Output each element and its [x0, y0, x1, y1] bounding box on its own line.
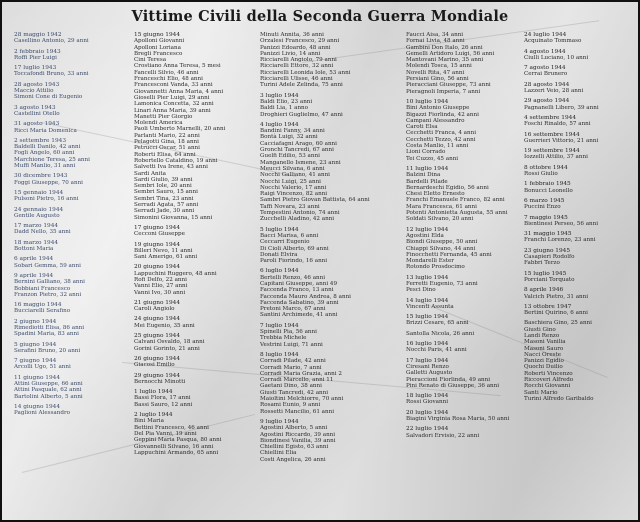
victim-entry: Apolloni Loriana	[134, 44, 181, 51]
victim-entry: Bini Maria	[134, 418, 164, 425]
victim-entry: Gambini Don Italo, 26 anni	[406, 44, 483, 51]
victim-entry: Cecchetti Tezzo, 42 anni	[406, 136, 476, 143]
victim-entry: Bini Antonio Giuseppe	[406, 105, 470, 112]
date-heading: 22 luglio 1944	[406, 426, 449, 433]
victim-entry: Cerrai Brunero	[524, 71, 568, 78]
victim-entry: Raigi Vincenzo, 82 anni	[260, 191, 328, 198]
victim-entry: Lioni Corrado	[406, 149, 446, 156]
victim-entry: Ricciarelli Angiolo, 79 anni	[260, 57, 337, 64]
victim-entry: Balzini Dina	[406, 172, 441, 179]
victim-entry: Rossi Giovanni	[406, 399, 449, 406]
victim-entry: Franzon Pietro, 32 anni	[14, 291, 82, 298]
date-heading: 2 luglio 1944	[134, 412, 173, 419]
victim-entry: Quochi Duilio	[524, 364, 563, 371]
plaque-title: Vittime Civili della Seconda Guerra Mondiale	[131, 8, 509, 25]
victim-entry: Novelli Rita, 47 anni	[406, 69, 465, 76]
victim-entry: Chiellini Egisto, 63 anni	[260, 444, 329, 451]
date-heading: 24 giugno 1944	[134, 316, 181, 323]
date-heading: 26 giugno 1944	[134, 355, 181, 362]
victim-entry: Sobari Gemma, 59 anni	[14, 262, 81, 269]
victim-entry: Bettini Francesco, 46 anni	[134, 424, 209, 431]
names-column-1	[14, 32, 132, 417]
victim-entry: Agostini Alberto, 5 anni	[260, 425, 328, 432]
victim-entry: Faucci Aisa, 34 anni	[406, 32, 464, 38]
victim-entry: Bandini Fanny, 34 anni	[260, 128, 325, 135]
victim-entry: Costi Angelica, 26 anni	[260, 456, 326, 463]
victim-entry: Parlanti Mario, 22 anni	[134, 132, 200, 139]
victim-entry: Agostini Elda	[406, 232, 444, 239]
victim-entry: Mantovani Marino, 35 anni	[406, 57, 484, 64]
victim-entry: Chesi Eletto Ernesto	[406, 191, 465, 198]
victim-entry: Rocchi Giovanni	[524, 383, 571, 390]
victim-entry: Fogli Angelo, 60 anni	[14, 150, 75, 157]
victim-entry: Cacciafagni Arago, 60 anni	[260, 140, 337, 147]
victim-entry: Nocchi Galliano, 41 anni	[260, 172, 330, 179]
victim-entry: Fancelli Silvio, 46 anni	[134, 69, 199, 76]
date-heading: 18 marzo 1944	[14, 239, 59, 246]
victim-entry: Crostiano Anna Teresa, 5 mesi	[134, 63, 221, 70]
date-heading: 10 luglio 1944	[406, 98, 449, 105]
victim-entry: Guelfi Edilio, 53 anni	[260, 153, 320, 160]
victim-entry: Costa Manlio, 11 anni	[406, 143, 469, 150]
victim-entry: Bernardeschi Egidio, 56 anni	[406, 184, 489, 191]
victim-entry: Simoni Cone di Eugenio	[14, 94, 83, 101]
victim-entry: Salvetti Iva Irene, 43 anni	[134, 164, 208, 171]
victim-entry: Panizzi Egidio	[524, 358, 564, 365]
victim-entry: Zucchelli Aladino, 42 anni	[260, 216, 335, 223]
victim-entry: Faccenda Mauro Andrea, 8 anni	[260, 293, 351, 300]
names-column-4	[406, 32, 518, 439]
victim-entry: Vestrini Luigi, 71 anni	[260, 341, 323, 348]
victim-entry: Rosami Eunio, 9 anni	[260, 402, 321, 409]
victim-entry: Nocchi Valerio, 17 anni	[260, 184, 327, 191]
date-heading: 8 aprile 1946	[524, 287, 564, 294]
victim-entry: Valcich Pietro, 31 anni	[524, 293, 589, 300]
date-heading: 15 giugno 1944	[134, 32, 181, 38]
victim-entry: Attini Pasquale, 62 anni	[14, 387, 82, 394]
victim-entry: Ferretti Eugenio, 73 anni	[406, 280, 478, 287]
victim-entry: Paglioni Alessandro	[14, 410, 70, 417]
date-heading: 31 agosto 1943	[14, 121, 60, 128]
victim-entry: Petrucci Oscar, 51 anni	[134, 145, 200, 152]
victim-entry: Masoni Sauro	[524, 345, 564, 352]
victim-entry: Corradi Mario, 7 anni	[260, 364, 322, 371]
victim-entry: Sembri Tina, 23 anni	[134, 195, 194, 202]
victim-entry: Vanni Elio, 27 anni	[134, 283, 188, 290]
victim-entry: Bassi Flora, 17 anni	[134, 395, 191, 402]
date-heading: 16 luglio 1944	[406, 341, 449, 348]
date-heading: 8 ottobre 1944	[524, 164, 568, 171]
date-heading: 17 giugno 1944	[134, 224, 181, 231]
date-heading: 6 luglio 1944	[260, 268, 299, 275]
victim-entry: Sardi Giulio, 39 anni	[134, 176, 193, 183]
victim-entry: Iozzelli Attilio, 37 anni	[524, 154, 588, 161]
victim-entry: Franchi Emanuele Franco, 82 anni	[406, 197, 505, 204]
victim-entry: Bartolini Alberto, 5 anni	[14, 393, 83, 400]
date-heading: 14 giugno 1944	[14, 403, 61, 410]
victim-entry: Orzalesi Francesco, 29 anni	[260, 38, 340, 45]
date-heading: 4 settembre 1944	[524, 114, 577, 121]
victim-entry: Faccenda Franco, 13 anni	[260, 287, 334, 294]
date-heading: 5 luglio 1944	[260, 226, 299, 233]
date-heading: 7 agosto 1944	[524, 65, 566, 72]
marble-plaque	[2, 2, 638, 520]
victim-entry: Giusti Gino	[524, 326, 556, 333]
victim-entry: Caroti Elsa	[406, 124, 438, 131]
victim-entry: Rossi Giulio	[524, 171, 558, 178]
victim-entry: Sembri Sauro, 15 anni	[134, 189, 198, 196]
date-heading: 24 gennaio 1944	[14, 206, 64, 213]
victim-entry: Ceccarri Eugenio	[260, 239, 310, 246]
victim-entry: Pesci Dino	[406, 287, 436, 294]
victim-entry: Gemelli Artidoro Luigi, 56 anni	[406, 50, 495, 57]
victim-entry: Bonucci Leonello	[524, 187, 573, 194]
victim-entry: Vincenti Assunta	[406, 303, 454, 310]
date-heading: 15 luglio 1944	[406, 314, 449, 321]
victim-entry: Casapieri Rodolfo	[524, 254, 575, 261]
victim-entry: Potenti Antonietta Augusta, 55 anni	[406, 210, 508, 217]
victim-entry: Santini Archimede, 41 anni	[260, 312, 338, 319]
victim-entry: Sembri Iole, 20 anni	[134, 183, 192, 190]
victim-entry: Paoli Umberto Marnelli, 20 anni	[134, 126, 226, 133]
victim-entry: Giacosi Emilio	[134, 362, 175, 369]
date-heading: 25 giugno 1944	[134, 333, 181, 340]
names-column-5	[524, 32, 636, 402]
victim-entry: Casellino Antonio, 29 anni	[14, 38, 89, 45]
victim-entry: Bregli Francesco	[134, 50, 183, 57]
victim-entry: Foggi Giuseppe, 70 anni	[14, 179, 83, 186]
date-heading: 1 febbraio 1945	[524, 181, 571, 188]
date-heading: 7 luglio 1944	[260, 322, 299, 329]
victim-entry: Caroli Angiolo	[134, 306, 175, 313]
victim-entry: Maccio Attilio	[14, 88, 54, 95]
victim-entry: Robertello Cataldino, 19 anni	[134, 157, 218, 164]
victim-entry: Molendi Tosca, 15 anni	[406, 63, 472, 70]
victim-entry: Meucci Silvana, 6 anni	[260, 165, 325, 172]
victim-entry: Donati Elvira	[260, 251, 298, 258]
victim-entry: Billeri Nevo, 11 anni	[134, 247, 193, 254]
victim-entry: Sardi Anita	[134, 170, 167, 177]
victim-entry: Baschiera Gino, 25 anni	[524, 320, 592, 327]
victim-entry: Spinelli Pia, 56 anni	[260, 329, 317, 336]
victim-entry: Tei Cuzzo, 45 anni	[406, 155, 459, 162]
date-heading: 8 luglio 1944	[260, 351, 299, 358]
victim-entry: Corradi Maria Grazia, anni 2	[260, 370, 342, 377]
victim-entry: Minuti Annita, 36 anni	[260, 32, 324, 38]
victim-entry: Fornai Livia, 48 anni	[406, 38, 465, 45]
victim-entry: Pieragnoli Imperia, 7 anni	[406, 88, 481, 95]
date-heading: 15 gennaio 1944	[14, 189, 64, 196]
victim-entry: Nacci Oreste	[524, 351, 562, 358]
victim-entry: Serradi Jade, 30 anni	[134, 208, 195, 215]
victim-entry: Ricciarelli Ulisse, 46 anni	[260, 76, 333, 83]
victim-entry: Del Pia Vanni, 19 anni	[134, 430, 197, 437]
victim-entry: Geppini Maria Pasqua, 80 anni	[134, 437, 222, 444]
victim-entry: Sani Amerigo, 61 anni	[134, 254, 198, 261]
victim-entry: Spadini Maria, 83 anni	[14, 331, 79, 338]
victim-entry: Serafini Bruno, 20 anni	[14, 347, 81, 354]
victim-entry: Bertelli Renzo, 46 anni	[260, 274, 326, 281]
victim-entry: Cecchetti Franca, 4 anni	[406, 130, 477, 137]
date-heading: 2 settembre 1943	[14, 137, 67, 144]
victim-entry: Biondi Giuseppe, 50 anni	[406, 239, 478, 246]
date-heading: 4 luglio 1944	[260, 121, 299, 128]
victim-entry: Bertini Quirino, 6 anni	[524, 310, 588, 317]
date-heading: 13 luglio 1944	[406, 274, 449, 281]
victim-entry: Finocchetti Fernanda, 45 anni	[406, 251, 492, 258]
victim-entry: Turini Alfredo Garibaldo	[524, 395, 594, 402]
victim-entry: Santolla Nicola, 26 anni	[406, 330, 475, 337]
victim-entry: Baldelli Danilo, 42 anni	[14, 144, 81, 151]
victim-entry: Pagnanelli Libero, 39 anni	[524, 104, 599, 111]
victim-entry: Ciresani Renzo	[406, 363, 449, 370]
victim-entry: Faccenda Sabatino, 39 anni	[260, 299, 339, 306]
victim-entry: Roberti Vincenzo	[524, 370, 573, 377]
victim-entry: Riccoveri Alfredo	[524, 377, 574, 384]
date-heading: 11 giugno 1944	[14, 374, 61, 381]
victim-entry: Paroli Fiorindo, 16 anni	[260, 258, 328, 265]
victim-entry: Gentile Augusto	[14, 212, 60, 219]
victim-entry: Cecconi Giuseppe	[134, 231, 185, 238]
victim-entry: Gaetani Dino, 38 anni	[260, 383, 322, 390]
date-heading: 9 luglio 1944	[260, 418, 299, 425]
victim-entry: Linari Anna Maria, 39 anni	[134, 107, 211, 114]
victim-entry: Simonini Giovanna, 15 anni	[134, 214, 213, 221]
victim-entry: Dadd Nello, 35 anni	[14, 229, 71, 236]
victim-entry: Bernocchi Minotti	[134, 378, 186, 385]
victim-entry: Manetti Pier Giorgio	[134, 113, 193, 120]
date-heading: 23 giugno 1945	[524, 247, 571, 254]
victim-entry: Agostini Riccardo, 39 anni	[260, 431, 336, 438]
victim-entry: Baldi Lia, 1 anno	[260, 105, 309, 112]
victim-entry: Gronchi Tancredi, 67 anni	[260, 147, 334, 154]
date-heading: 14 luglio 1944	[406, 297, 449, 304]
victim-entry: Lappuchini Armando, 65 anni	[134, 449, 219, 456]
victim-entry: Molendi America	[134, 120, 183, 127]
victim-entry: Taffi Novara, 23 anni	[260, 203, 320, 210]
victim-entry: Pieracciani Giuseppe, 73 anni	[406, 82, 491, 89]
date-heading: 2 giugno 1944	[14, 318, 57, 325]
victim-entry: Bobbiani Francesco	[14, 285, 71, 292]
victim-entry: Bientinesi Perseo, 56 anni	[524, 220, 599, 227]
victim-entry: Rimediotti Elisa, 86 anni	[14, 324, 85, 331]
victim-entry: Biagini Virginia Rosa Maria, 50 anni	[406, 416, 510, 423]
victim-entry: Capitani Giuseppe, anni 49	[260, 280, 338, 287]
victim-entry: Bucciarelli Serafino	[14, 308, 71, 315]
victim-entry: Giusti Tancredi, 42 anni	[260, 389, 329, 396]
victim-entry: Guerrieri Vittorio, 21 anni	[524, 137, 599, 144]
victim-entry: Bardelli Pilade	[406, 178, 448, 185]
victim-entry: Salvadori Ervisio, 22 anni	[406, 432, 480, 439]
date-heading: 16 maggio 1944	[14, 302, 62, 309]
victim-entry: Trebbia Michele	[260, 335, 307, 342]
victim-entry: Calvani Osvaldo, 18 anni	[134, 339, 205, 346]
victim-entry: Baldi Elio, 23 anni	[260, 98, 313, 105]
victim-entry: Puccini Enzo	[524, 204, 561, 211]
date-heading: 20 giugno 1944	[134, 264, 181, 271]
victim-entry: Bacci Marisa, 6 anni	[260, 232, 319, 239]
victim-entry: Landi Renzo	[524, 332, 560, 339]
date-heading: 6 aprile 1944	[14, 256, 54, 263]
victim-entry: Nocchi Paris, 41 anni	[406, 347, 467, 354]
victim-entry: Corradi Pilade, 42 anni	[260, 358, 326, 365]
date-heading: 18 luglio 1944	[406, 393, 449, 400]
victim-entry: Foschi Rinaldo, 57 anni	[524, 121, 591, 128]
victim-entry: Muffi Manlio, 31 anni	[14, 163, 76, 170]
victim-entry: Giovannelli Silvano, 16 anni	[134, 443, 214, 450]
date-heading: 7 giugno 1944	[14, 358, 57, 365]
victim-entry: Bottoni Maria	[14, 246, 54, 253]
date-heading: 17 luglio 1944	[406, 357, 449, 364]
date-heading: 19 giugno 1944	[134, 241, 181, 248]
date-heading: 4 agosto 1944	[524, 48, 566, 55]
victim-entry: Brizzi Cesare, 65 anni	[406, 320, 469, 327]
date-heading: 12 luglio 1944	[406, 226, 449, 233]
victim-entry: Mara Francesca, 61 anni	[406, 203, 477, 210]
date-heading: 19 settembre 1944	[524, 148, 580, 155]
date-heading: 3 agosto 1943	[14, 104, 56, 111]
victim-entry: Rossetti Mancilio, 61 anni	[260, 408, 335, 415]
victim-entry: Turini Adele Zelinda, 75 anni	[260, 82, 343, 89]
victim-entry: Bigazzi Fiorlinda, 42 anni	[406, 111, 479, 118]
date-heading: 15 luglio 1945	[524, 270, 567, 277]
date-heading: 28 agosto 1944	[524, 81, 570, 88]
victim-entry: Bassi Sauro, 12 anni	[134, 401, 193, 408]
victim-entry: Campani Alessandro	[406, 117, 465, 124]
victim-entry: Pretoni Marco, 67 anni	[260, 306, 326, 313]
victim-entry: Pelagotti Gina, 18 anni	[134, 139, 199, 146]
victim-entry: Vanni Ivo, 30 anni	[134, 289, 186, 296]
date-heading: 17 marzo 1944	[14, 223, 59, 230]
victim-entry: Maioltini Melchiorre, 70 anni	[260, 396, 344, 403]
victim-entry: Pulsoni Pietro, 16 anni	[14, 196, 79, 203]
victim-entry: Gioselli Pier Luigi, 29 anni	[134, 94, 210, 101]
victim-entry: Droghieri Guglielmo, 47 anni	[260, 111, 343, 118]
victim-entry: Corradi Marcello, anni 11	[260, 377, 334, 384]
victim-entry: Di Cioli Alberto, 69 anni	[260, 245, 329, 252]
victim-entry: Santi Mario	[524, 389, 558, 396]
date-heading: 29 agosto 1944	[524, 98, 570, 105]
date-heading: 1 luglio 1944	[134, 389, 173, 396]
date-heading: 31 maggio 1945	[524, 231, 572, 238]
date-heading: 28 maggio 1942	[14, 32, 62, 38]
date-heading: 21 giugno 1944	[134, 299, 181, 306]
victim-entry: Masoni Vanilia	[524, 339, 566, 346]
victim-entry: Ricci Maria Domenica	[14, 127, 77, 134]
victim-entry: Chiellini Elia	[260, 450, 297, 457]
names-column-3	[260, 32, 400, 463]
date-heading: 16 settembre 1944	[524, 131, 580, 138]
date-heading: 13 ottobre 1947	[524, 303, 572, 310]
victim-entry: Manganello Ismene, 23 anni	[260, 159, 341, 166]
victim-entry: Nocchi Luigi, 25 anni	[260, 178, 321, 185]
victim-entry: Franceschi Elio, 48 anni	[134, 76, 203, 83]
victim-entry: Biondinesi Vanilia, 39 anni	[260, 437, 336, 444]
victim-entry: Serradi Agata, 57 anni	[134, 202, 199, 209]
victim-entry: Apolloni Giovanni	[134, 38, 185, 45]
victim-entry: Cini Teresa	[134, 57, 167, 64]
victim-entry: Fabbri Terzo	[524, 260, 560, 267]
date-heading: 11 luglio 1944	[406, 165, 449, 172]
victim-entry: Ricciarelli Leonida Iole, 53 anni	[260, 69, 351, 76]
date-heading: 24 luglio 1944	[524, 32, 567, 38]
victim-entry: Mei Eugenio, 35 anni	[134, 322, 195, 329]
date-heading: 5 giugno 1944	[14, 341, 57, 348]
date-heading: 6 marzo 1945	[524, 197, 565, 204]
victim-entry: Persiani Gino, 56 anni	[406, 76, 469, 83]
date-heading: 7 maggio 1945	[524, 214, 568, 221]
victim-entry: Roffi Pier Luigi	[14, 54, 57, 61]
victim-entry: Giovannetti Anna Maria, 4 anni	[134, 88, 224, 95]
victim-entry: Francesconi Vanda, 33 anni	[134, 82, 213, 89]
victim-entry: Panizzi Edoardo, 48 anni	[260, 44, 331, 51]
victim-entry: Bontà Luigi, 32 anni	[260, 134, 318, 141]
victim-entry: Roberti Elisa, 64 anni	[134, 151, 196, 158]
date-heading: 20 luglio 1944	[406, 409, 449, 416]
date-heading: 9 aprile 1944	[14, 272, 54, 279]
victim-entry: Lazzeri Veio, 28 anni	[524, 88, 584, 95]
date-heading: 28 agosto 1943	[14, 81, 60, 88]
names-column-2	[134, 32, 252, 456]
victim-entry: Soldati Silvano, 20 anni	[406, 216, 474, 223]
victim-entry: Rofi Delfo, 22 anni	[134, 276, 187, 283]
victim-entry: Arcolli Ugo, 51 anni	[14, 364, 71, 371]
victim-entry: Lappuchini Ruggero, 48 anni	[134, 270, 217, 277]
victim-entry: Bernini Galliano, 38 anni	[14, 279, 85, 286]
date-heading: 29 giugno 1944	[134, 372, 181, 379]
victim-entry: Mondarelli Ester	[406, 258, 454, 265]
victim-entry: Panizzi Livio, 14 anni	[260, 50, 321, 57]
victim-entry: Pieraccioni Fiorlinda, 49 anni	[406, 376, 491, 383]
victim-entry: Ciulli Luciano, 10 anni	[524, 54, 589, 61]
victim-entry: Ricciarelli Ettore, 32 anni	[260, 63, 334, 70]
victim-entry: Acquinato Tommaso	[524, 38, 582, 45]
victim-entry: Pini Renato di Giuseppe, 36 anni	[406, 382, 500, 389]
victim-entry: Toccafondi Bruno, 33 anni	[14, 71, 89, 78]
victim-entry: Porciani Torquato	[524, 276, 575, 283]
victim-entry: Attini Giuseppe, 66 anni	[14, 381, 83, 388]
victim-entry: Marchione Teresa, 25 anni	[14, 156, 90, 163]
victim-entry: Sambri Pietro Giovan Battista, 64 anni	[260, 197, 370, 204]
victim-entry: Franchi Lorenzo, 23 anni	[524, 237, 596, 244]
date-heading: 17 luglio 1943	[14, 65, 57, 72]
victim-entry: Tempestini Antonio, 74 anni	[260, 210, 340, 217]
victim-entry: Castellini Otello	[14, 110, 60, 117]
date-heading: 2 febbraio 1943	[14, 48, 61, 55]
date-heading: 30 dicembre 1943	[14, 173, 68, 180]
victim-entry: Chiappi Silvano, 44 anni	[406, 245, 476, 252]
victim-entry: Galletti Augusto	[406, 370, 453, 377]
date-heading: 3 luglio 1944	[260, 92, 299, 99]
victim-entry: Lamonica Concetta, 32 anni	[134, 101, 214, 108]
victim-entry: Gorini Gorinto, 21 anni	[134, 345, 200, 352]
victim-entry: Rotondo Prosdocimo	[406, 264, 465, 271]
